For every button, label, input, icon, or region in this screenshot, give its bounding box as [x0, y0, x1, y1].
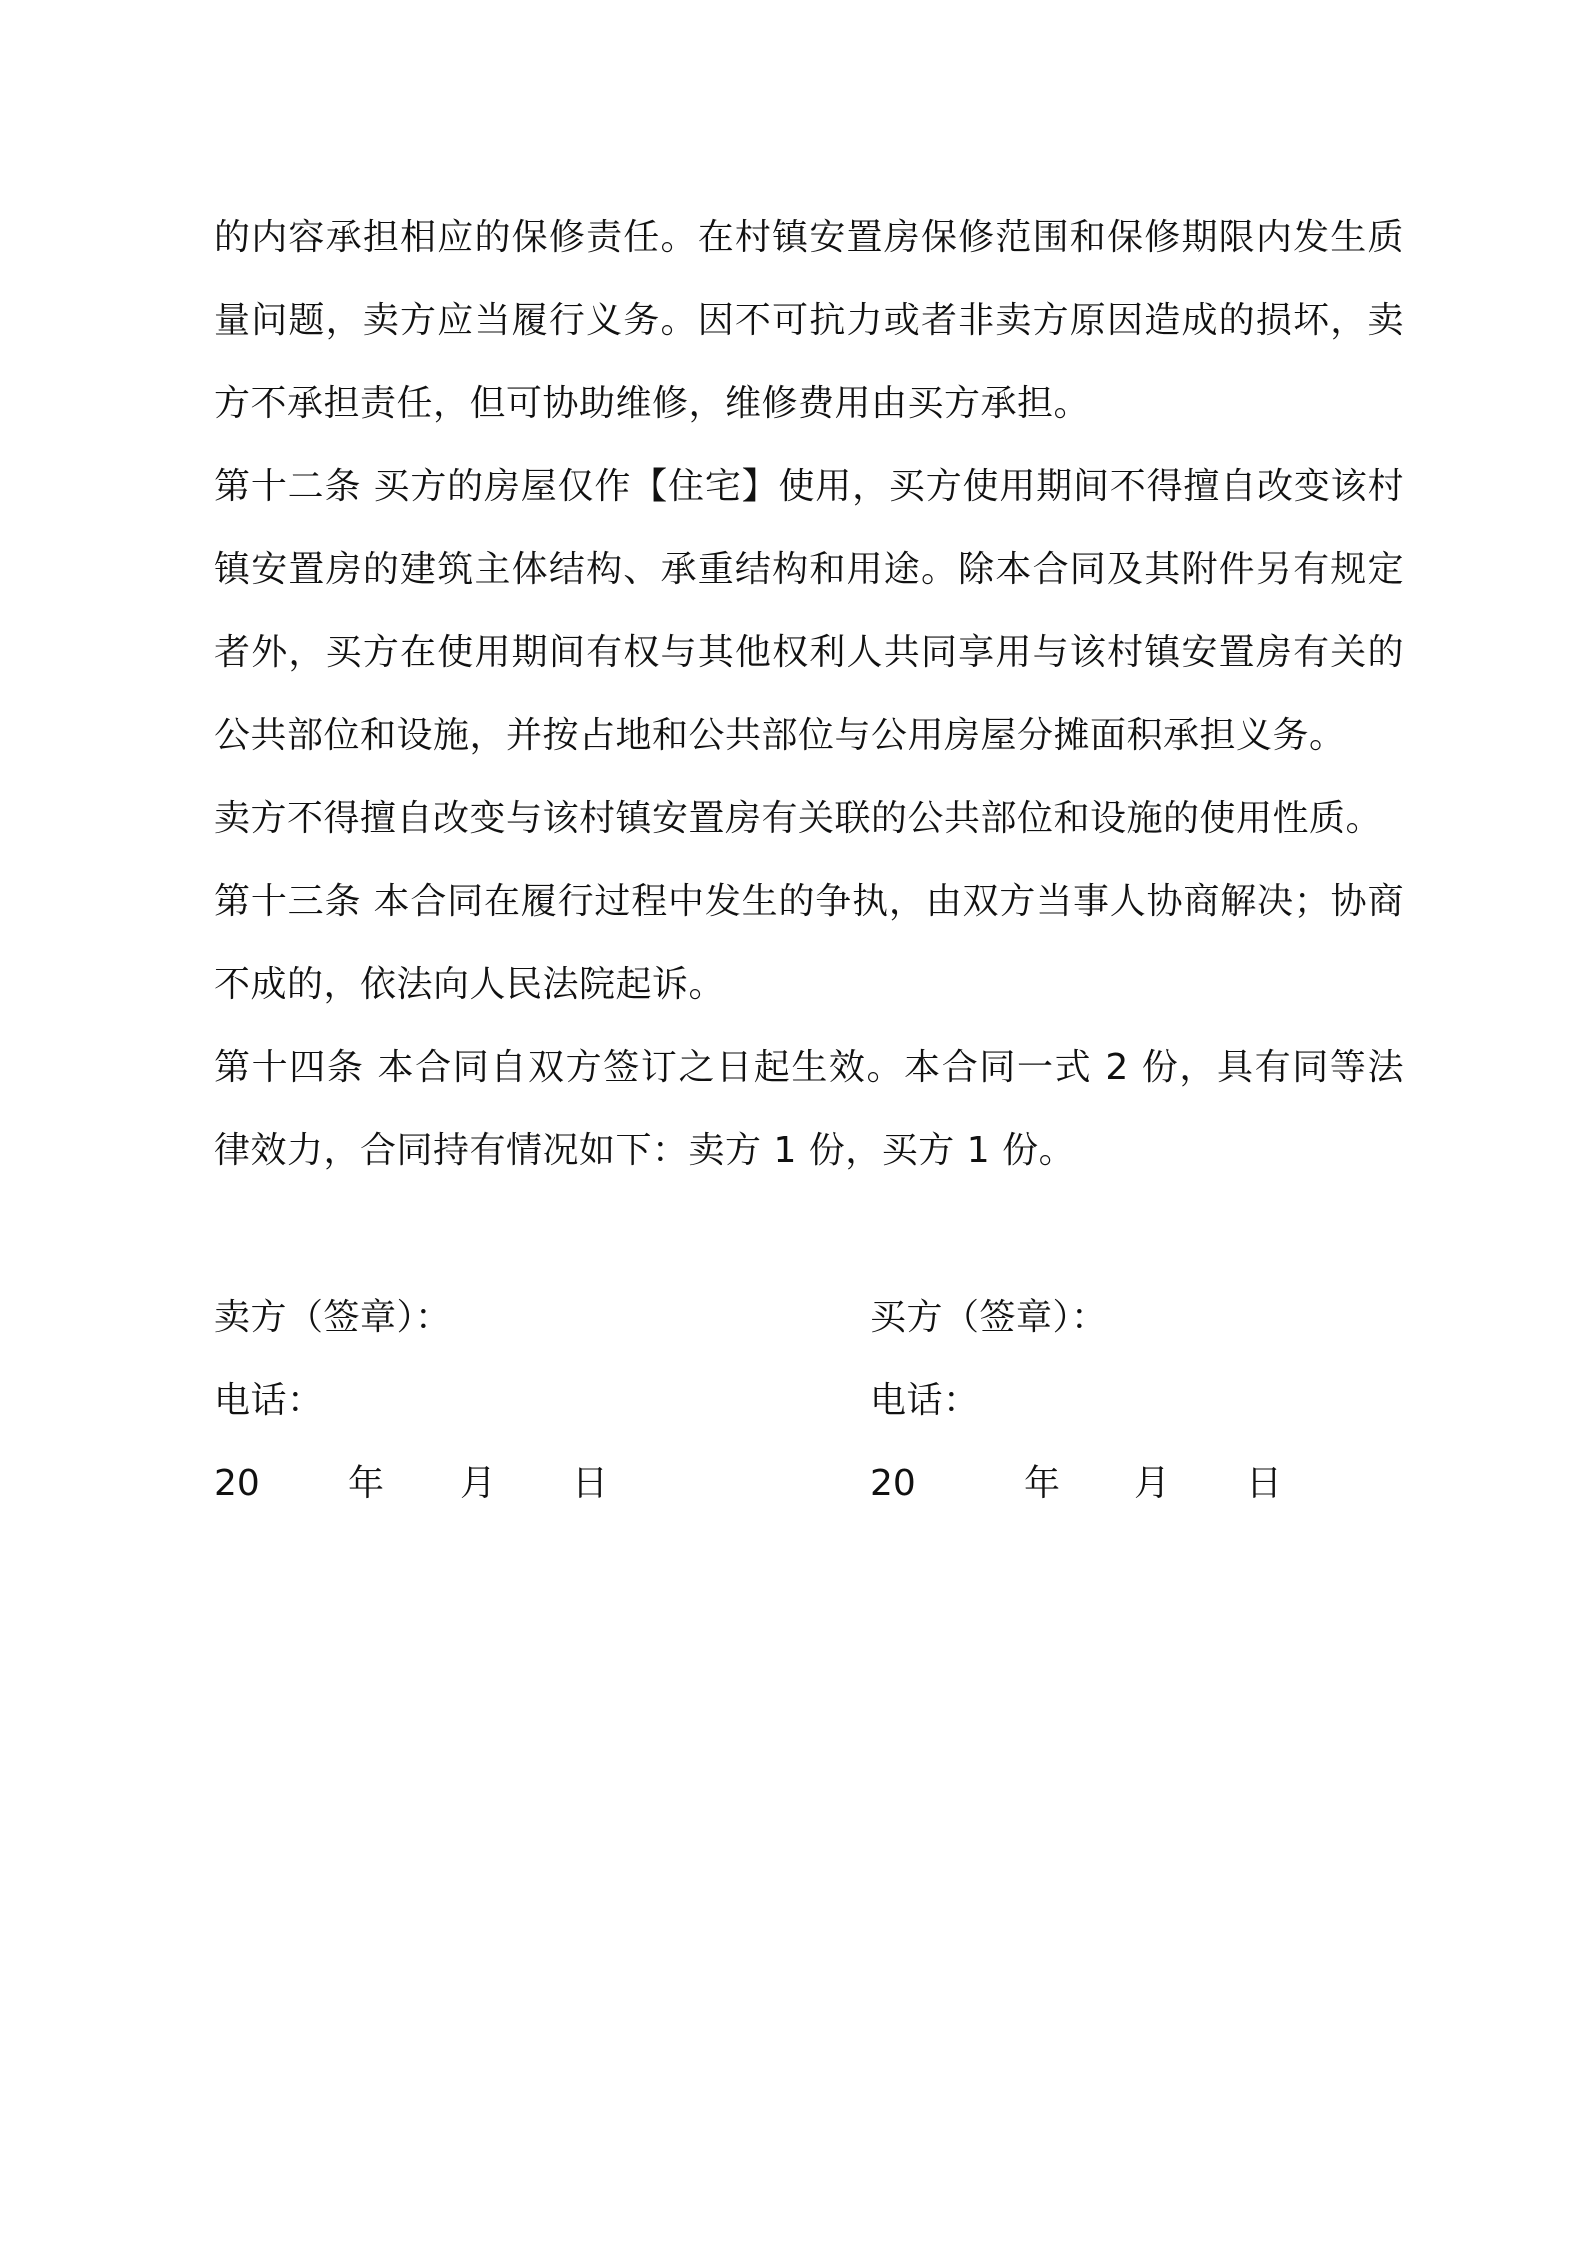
seller-signature-label: 卖方（签章）：	[214, 1297, 452, 1338]
seller-date-year-prefix: 20	[214, 1463, 260, 1504]
buyer-date-day: 日	[1246, 1463, 1283, 1504]
buyer-date-month: 月	[1134, 1463, 1171, 1504]
buyer-phone-label: 电话：	[870, 1380, 980, 1421]
buyer-date-year-prefix: 20	[870, 1463, 916, 1504]
paragraph-warranty-continued: 的内容承担相应的保修责任。在村镇安置房保修范围和保修期限内发生质量问题，卖方应当履行义务。因不可抗力或者非卖方原因造成的损坏，卖方不承担责任，但可协助维修，维修费用由买方承担。	[214, 217, 1404, 424]
seller-phone-label: 电话：	[214, 1380, 324, 1421]
article-13: 第十三条 本合同在履行过程中发生的争执，由双方当事人协商解决；协商不成的，依法向人民法院起诉。	[214, 881, 1404, 1005]
buyer-signature-label: 买方（签章）：	[870, 1297, 1108, 1338]
article-14: 第十四条 本合同自双方签订之日起生效。本合同一式 2 份，具有同等法律效力，合同持有情况如下：卖方 1 份，买方 1 份。	[214, 1047, 1404, 1171]
article-12: 第十二条 买方的房屋仅作【住宅】使用，买方使用期间不得擅自改变该村镇安置房的建筑主体结构、承重结构和用途。除本合同及其附件另有规定者外，买方在使用期间有权与其他权利人共同享用与该村镇安置房有关的公共部位和设施，并按占地和公共部位与公用房屋分摊面积承担义务。	[214, 466, 1404, 756]
seller-restriction: 卖方不得擅自改变与该村镇安置房有关联的公共部位和设施的使用性质。	[214, 798, 1383, 839]
seller-date-month: 月	[460, 1463, 497, 1504]
seller-date-day: 日	[572, 1463, 609, 1504]
buyer-date-year: 年	[1024, 1463, 1061, 1504]
contract-body	[214, 196, 1404, 1192]
seller-date-year: 年	[348, 1463, 385, 1504]
